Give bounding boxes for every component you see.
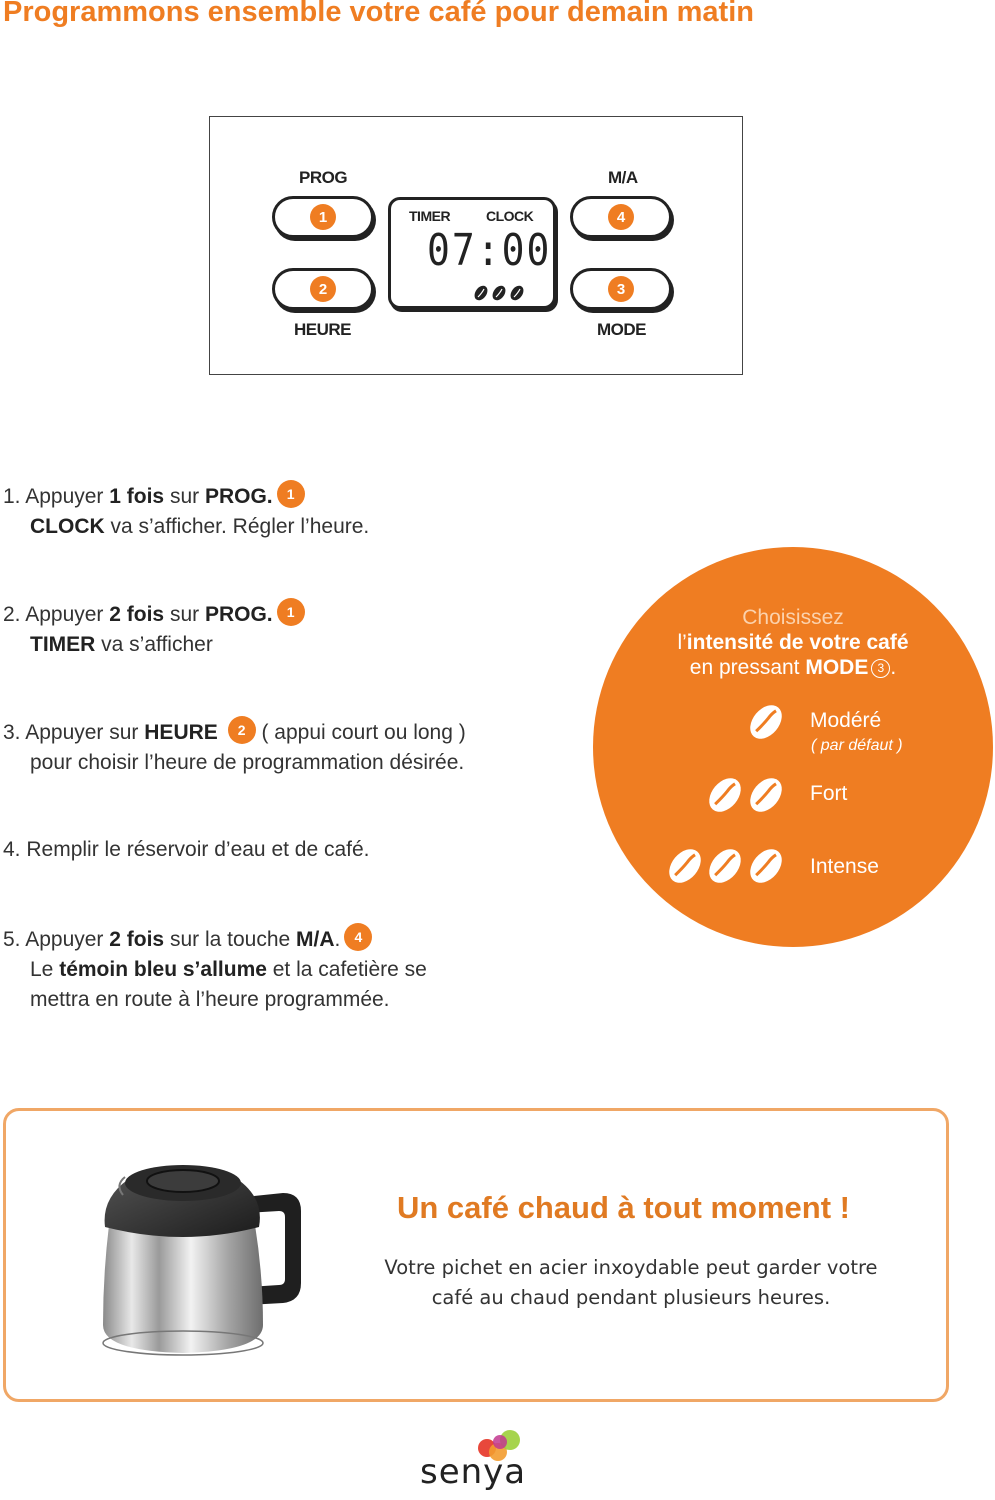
brand-logo-text: senya bbox=[420, 1452, 527, 1492]
button-number-2: 2 bbox=[310, 276, 336, 302]
heure-label: HEURE bbox=[294, 320, 352, 339]
level-modere-default: ( par défaut ) bbox=[811, 737, 903, 754]
button-number-1: 1 bbox=[310, 204, 336, 230]
step-4: 4. Remplir le réservoir d’eau et de café. bbox=[3, 838, 370, 861]
step-1-button-badge: 1 bbox=[277, 480, 305, 508]
level-fort: Fort bbox=[810, 782, 848, 805]
step-5-button-badge: 4 bbox=[344, 923, 372, 951]
step-2: 2. Appuyer 2 fois sur PROG. 1 TIMER va s’afficher bbox=[3, 598, 305, 660]
ma-label: M/A bbox=[608, 168, 638, 187]
step-2-button-badge: 1 bbox=[277, 598, 305, 626]
button-number-3: 3 bbox=[608, 276, 634, 302]
step-3-button-badge: 2 bbox=[228, 716, 256, 744]
coffee-beans-icon bbox=[665, 700, 795, 890]
page-title: Programmons ensemble votre café pour demain matin bbox=[3, 0, 754, 28]
screen-beans-icon bbox=[472, 284, 532, 302]
promo-text: Votre pichet en acier inxoydable peut garder votre café au chaud pendant plusieurs heures. bbox=[384, 1256, 878, 1309]
time-display: 07:00 bbox=[427, 224, 552, 276]
heure-button bbox=[272, 268, 374, 310]
step-1: 1. Appuyer 1 fois sur PROG. 1 CLOCK va s’afficher. Régler l’heure. bbox=[3, 480, 369, 542]
mode-button bbox=[570, 268, 672, 310]
promo-title: Un café chaud à tout moment ! bbox=[397, 1190, 850, 1225]
step-5: 5. Appuyer 2 fois sur la touche M/A. 4 Le témoin bleu s’allume et la cafetière se mettra en route à l’heure programmée. bbox=[3, 923, 427, 1015]
intensity-heading: Choisissez l’intensité de votre café en pressant MODE 3 . bbox=[677, 606, 909, 679]
prog-label: PROG bbox=[299, 168, 348, 187]
level-intense: Intense bbox=[810, 855, 879, 878]
mode-label: MODE bbox=[597, 320, 646, 339]
ma-button bbox=[570, 196, 672, 238]
mode-number-badge: 3 bbox=[871, 659, 890, 678]
step-3: 3. Appuyer sur HEURE 2 ( appui court ou long ) pour choisir l’heure de programmation désirée. bbox=[3, 716, 466, 778]
level-modere: Modéré bbox=[810, 709, 882, 732]
thermal-carafe-image bbox=[95, 1155, 310, 1360]
prog-button bbox=[272, 196, 374, 238]
clock-label: CLOCK bbox=[486, 208, 534, 224]
button-number-4: 4 bbox=[608, 204, 634, 230]
timer-label: TIMER bbox=[409, 208, 451, 224]
